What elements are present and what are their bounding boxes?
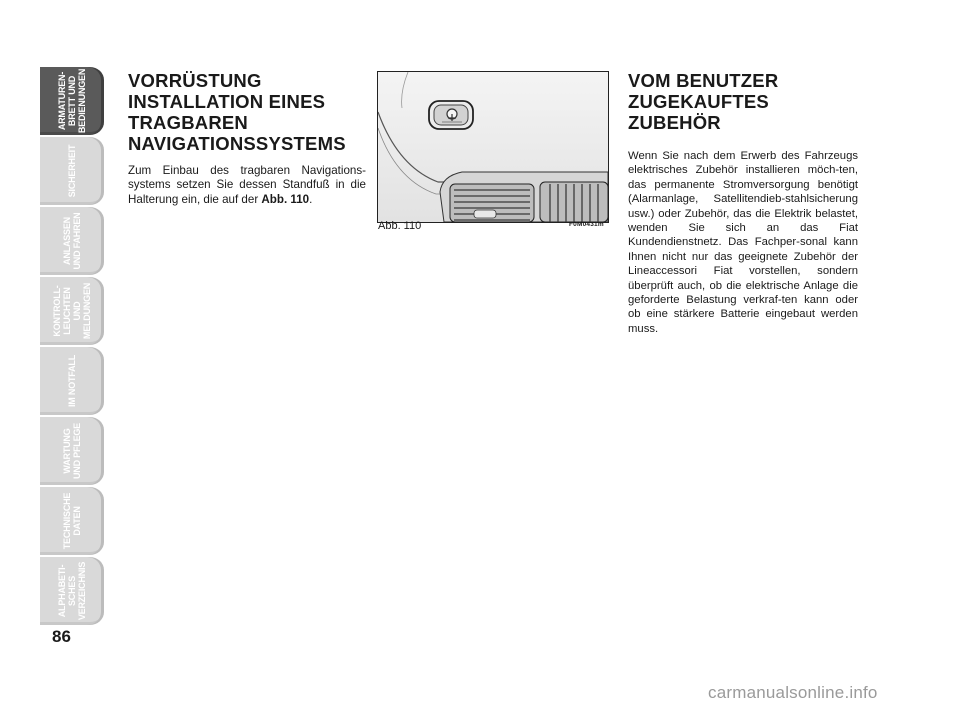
tab-label: ARMATUREN- BRETT UND BEDIENUNGEN (57, 68, 87, 134)
tab-kontrollleuchten[interactable] (40, 276, 104, 346)
figure-reference[interactable]: Abb. 110 (261, 192, 310, 206)
title-line: NAVIGATIONSSYSTEMS (128, 133, 346, 154)
section-title (628, 70, 858, 133)
tab-label: TECHNISCHE DATEN (62, 492, 82, 550)
tab-verzeichnis[interactable] (40, 556, 104, 626)
tab-label: ALPHABETI- SCHES VERZEICHNIS (57, 561, 87, 621)
section-accessories (628, 70, 858, 336)
figure-code: F0M0431m (569, 221, 604, 228)
title-line: ZUBEHÖR (628, 112, 721, 133)
tab-label: KONTROLL- LEUCHTEN UND MELDUNGEN (52, 282, 92, 340)
figure-caption: Abb. 110 (378, 220, 422, 232)
title-line: VOM BENUTZER (628, 70, 779, 91)
watermark: carmanualsonline.info (708, 683, 878, 702)
tab-label: IM NOTFALL (67, 355, 77, 407)
tab-technische-daten[interactable] (40, 486, 104, 556)
section-title (128, 70, 366, 154)
tab-im-notfall[interactable] (40, 346, 104, 416)
tab-armaturenbrett[interactable] (40, 66, 104, 136)
title-line: VORRÜSTUNG (128, 70, 262, 91)
figure-illustration (377, 71, 609, 223)
tab-anlassen[interactable] (40, 206, 104, 276)
section-navigation (128, 70, 366, 207)
punctuation: . (309, 192, 313, 206)
dashboard-illustration (378, 72, 608, 222)
tab-wartung[interactable] (40, 416, 104, 486)
section-text (128, 164, 366, 207)
page-number: 86 (52, 627, 71, 646)
paragraph: Zum Einbau des tragbaren Navigations-systems setzen Sie dessen Standfuß in die Halterung ein, die auf der (128, 164, 366, 206)
section-text: Wenn Sie nach dem Erwerb des Fahrzeugs elektrisches Zubehör installieren möch-ten, das permanente Stromversorgung benötigt (Alarmanlage, Satellitendieb-stahlsicherung usw.) oder Zubehör, das die Elektrik belastet, wenden Sie sich an das Fiat Kundendienstnetz. Das Fachper-sonal kann Ihnen nicht nur das geeignete Zubehör der Lineaccessori Fiat vorstellen, sondern überprüft auch, ob die elektrische Anlage die geforderte Belastung verkraf-ten kann oder ob eine stärkere Batterie eingebaut werden muss. (628, 150, 858, 335)
tab-label: ANLASSEN UND FAHREN (62, 212, 82, 270)
tab-label: WARTUNG UND PFLEGE (62, 423, 82, 480)
title-line: TRAGBAREN (128, 112, 248, 133)
title-line: ZUGEKAUFTES (628, 91, 769, 112)
title-line: INSTALLATION EINES (128, 91, 326, 112)
tab-label: SICHERHEIT (67, 144, 77, 198)
tab-sicherheit[interactable] (40, 136, 104, 206)
